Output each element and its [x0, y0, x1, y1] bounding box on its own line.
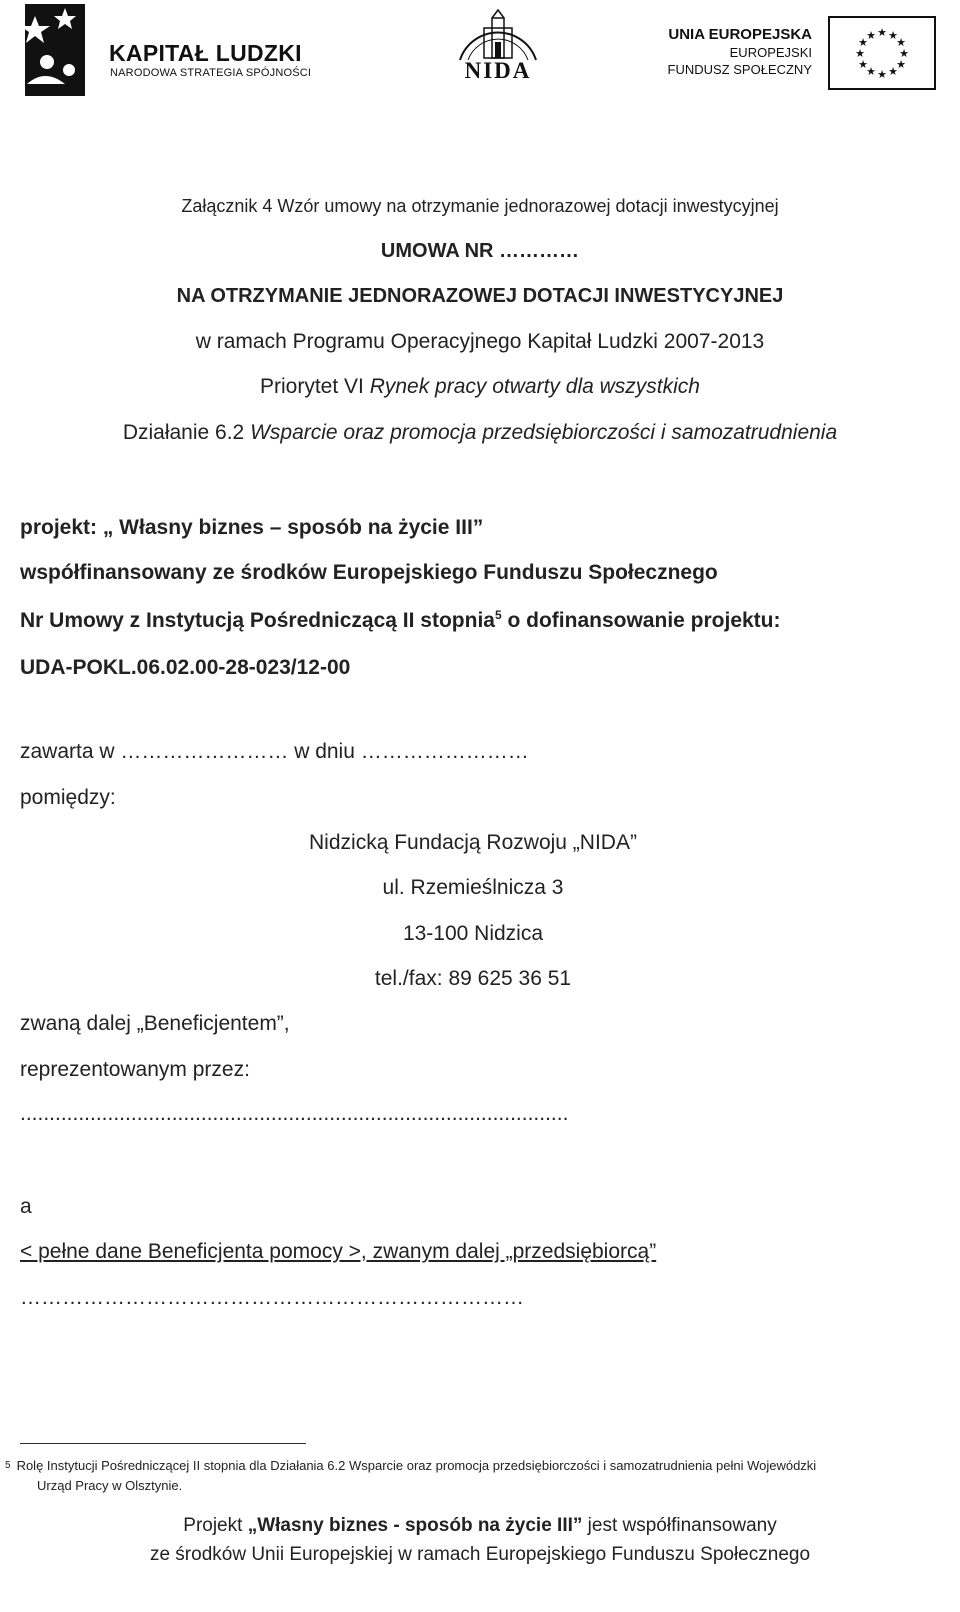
svg-text:★: ★: [877, 26, 887, 39]
and-word: a: [20, 1195, 32, 1218]
svg-text:★: ★: [888, 65, 898, 78]
priority-name: Rynek pracy otwarty dla wszystkich: [369, 375, 700, 398]
party-city: 13-100 Nidzica: [402, 922, 544, 945]
represented-line: reprezentowanym przez:: [20, 1058, 250, 1081]
kapital-ludzki-title: KAPITAŁ LUDZKI: [109, 40, 302, 66]
svg-text:★: ★: [858, 58, 868, 71]
representative-dots: ..............................................................................................: [20, 1102, 569, 1125]
eu-flag-icon: [828, 16, 936, 90]
svg-text:★: ★: [899, 47, 909, 60]
agreement-prefix: Nr Umowy z Instytucją Pośredniczącą II stopnia: [20, 609, 495, 632]
between-label: pomiędzy:: [20, 786, 116, 809]
footer-prefix: Projekt: [183, 1515, 248, 1536]
kapital-ludzki-symbol-icon: [25, 4, 85, 96]
agreement-number: UDA-POKL.06.02.00-28-023/12-00: [20, 656, 351, 679]
priority-prefix: Priorytet VI: [260, 375, 370, 398]
footnote-line1: Rolę Instytucji Pośredniczącej II stopnia dla Działania 6.2 Wsparcie oraz promocja przedsiębiorczości i samozatrudnienia pełni Wojewódzki: [16, 1458, 817, 1473]
action-name: Wsparcie oraz promocja przedsiębiorczości i samozatrudnienia: [250, 421, 838, 444]
kapital-ludzki-subtitle: NARODOWA STRATEGIA SPÓJNOŚCI: [110, 67, 312, 79]
called-line: zwaną dalej „Beneficjentem”,: [20, 1012, 290, 1035]
concluded-line: zawarta w …………………… w dniu ……………………: [20, 740, 529, 763]
action-line: [0, 421, 960, 445]
kapital-ludzki-logo: [25, 4, 315, 96]
eu-logo: [667, 16, 936, 90]
footer-suffix: jest współfinansowany: [582, 1515, 777, 1536]
footer-line1: [0, 1515, 960, 1537]
svg-text:★: ★: [877, 68, 887, 81]
nida-seal-icon: [448, 2, 548, 64]
agreement-suffix: o dofinansowanie projektu:: [501, 609, 781, 632]
footnote-line2: Urząd Pracy w Olsztynie.: [37, 1478, 183, 1493]
footer-line2: ze środków Unii Europejskiej w ramach Europejskiego Funduszu Społecznego: [149, 1544, 811, 1565]
party-street: ul. Rzemieślnicza 3: [382, 876, 564, 899]
project-name: projekt: „ Własny biznes – sposób na życie III”: [20, 516, 484, 539]
svg-text:★: ★: [866, 65, 876, 78]
svg-text:★: ★: [896, 58, 906, 71]
action-prefix: Działanie 6.2: [122, 421, 251, 444]
party-name: Nidzicką Fundacją Rozwoju „NIDA”: [309, 831, 637, 854]
svg-text:★: ★: [855, 47, 865, 60]
party-phone: tel./fax: 89 625 36 51: [374, 967, 572, 990]
svg-text:★: ★: [896, 36, 906, 49]
footnote-ref: 5: [494, 608, 502, 622]
agreement-line: [20, 609, 781, 633]
program-line: w ramach Programu Operacyjnego Kapitał Ludzki 2007-2013: [195, 330, 765, 353]
footnote: [0, 1456, 940, 1496]
eu-logo-line2: EUROPEJSKI: [729, 45, 812, 60]
nida-word: NIDA: [464, 58, 532, 83]
footer-project-name: „Własny biznes - sposób na życie III”: [247, 1515, 583, 1536]
footnote-mark: 5: [5, 1460, 11, 1471]
nida-foundation-logo: [448, 2, 548, 84]
beneficiary-placeholder: < pełne dane Beneficjenta pomocy >, zwanym dalej „przedsiębiorcą”: [20, 1240, 657, 1263]
footnote-separator: [20, 1443, 306, 1444]
svg-text:★: ★: [888, 29, 898, 42]
annex-title: Załącznik 4 Wzór umowy na otrzymanie jednorazowej dotacji inwestycyjnej: [181, 196, 779, 216]
contract-number-title: UMOWA NR …………: [380, 240, 580, 262]
beneficiary-dots: ………………………………………………………………: [20, 1286, 524, 1309]
priority-line: [0, 375, 960, 399]
svg-text:★: ★: [866, 29, 876, 42]
contract-subtitle: NA OTRZYMANIE JEDNORAZOWEJ DOTACJI INWESTYCYJNEJ: [176, 285, 784, 307]
cofinancing-line: współfinansowany ze środków Europejskiego Funduszu Społecznego: [20, 561, 718, 584]
eu-logo-line1: UNIA EUROPEJSKA: [668, 26, 812, 43]
svg-text:★: ★: [858, 36, 868, 49]
eu-logo-line3: FUNDUSZ SPOŁECZNY: [667, 62, 812, 77]
